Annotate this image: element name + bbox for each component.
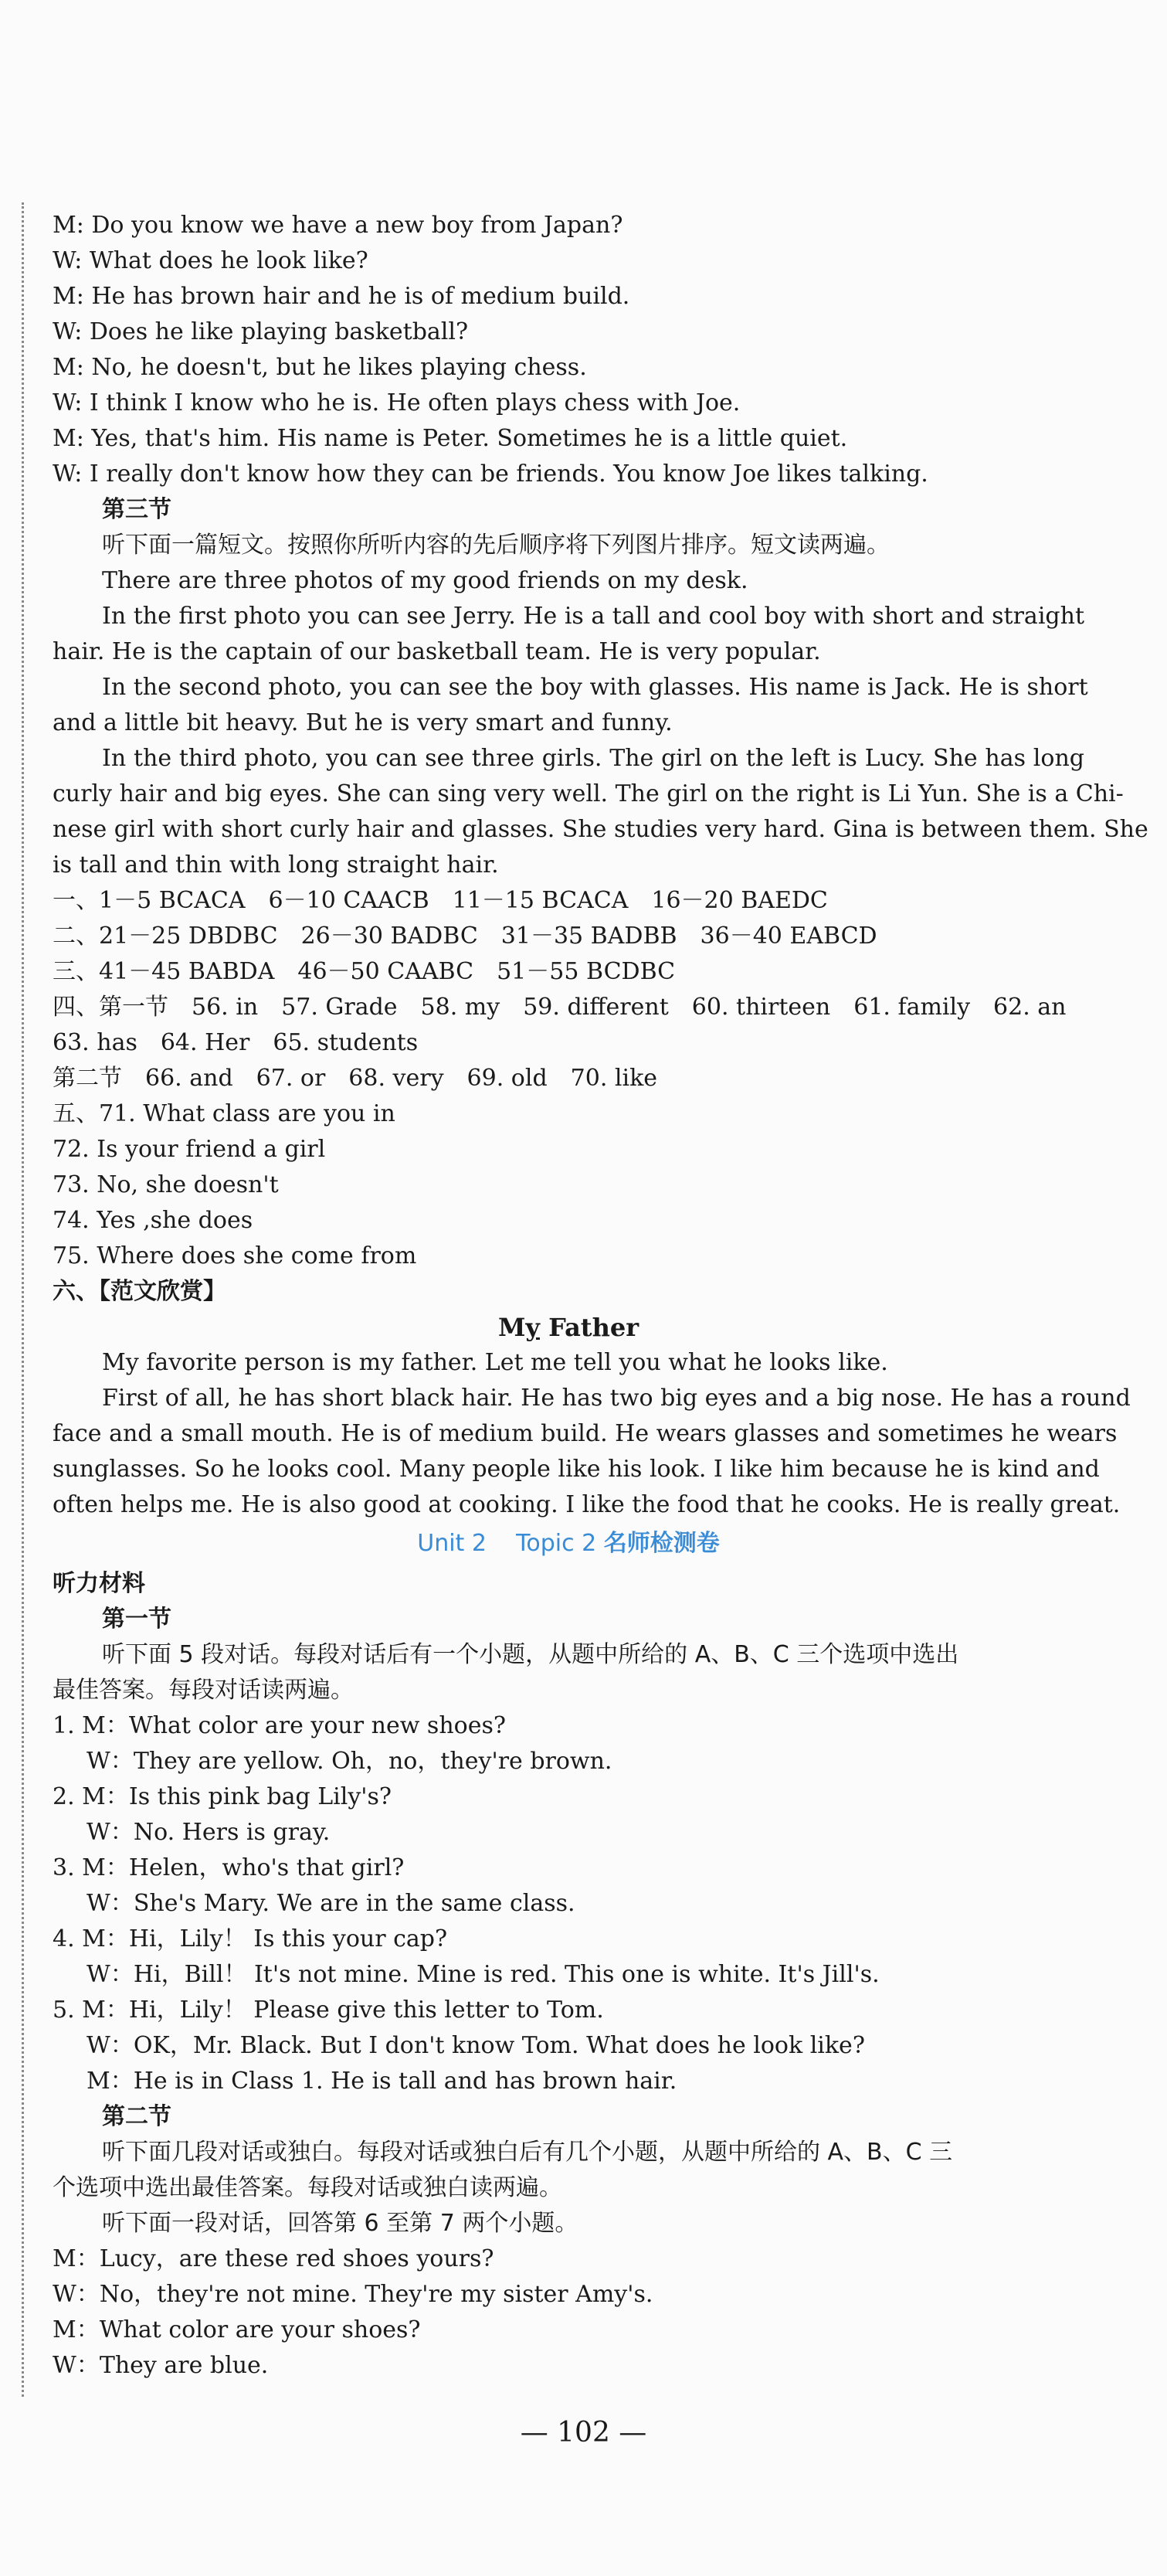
section-instruction: 听下面几段对话或独白。每段对话或独白后有几个小题，从题中所给的 A、B、C 三: [102, 2139, 953, 2166]
passage-line: In the second photo, you can see the boy with glasses. His name is Jack. He is short: [102, 674, 1088, 701]
dialogue-line: M：What color are your shoes?: [53, 2316, 421, 2343]
dialogue-line: W：No，they're not mine. They're my sister Amy's.: [53, 2281, 653, 2308]
passage-line: nese girl with short curly hair and glasses. She studies very hard. Gina is between them. She: [53, 816, 1148, 843]
unit-heading: [53, 1528, 1084, 1559]
dialogue-line: 3. M：Helen，who's that girl?: [53, 1854, 405, 1881]
answer-line: 73. No, she doesn't: [53, 1171, 279, 1198]
essay-line: often helps me. He is also good at cooking. I like the food that he cooks. He is really great.: [53, 1491, 1121, 1518]
page-number: — 102 —: [520, 2417, 647, 2449]
dialogue-line: W：They are yellow. Oh，no，they're brown.: [87, 1748, 612, 1775]
essay-title-part: Father: [539, 1313, 639, 1342]
essay-title-part: M: [497, 1313, 526, 1342]
topic-label: Topic 2: [516, 1530, 597, 1557]
dialogue-line: M: Do you know we have a new boy from Japan?: [53, 212, 623, 239]
dialogue-line: W: What does he look like?: [53, 247, 368, 274]
answer-line: 五、71. What class are you in: [53, 1100, 395, 1127]
answer-line: 第二节 66. and 67. or 68. very 69. old 70. like: [53, 1065, 658, 1092]
section-instruction: 听下面一段对话，回答第 6 至第 7 两个小题。: [102, 2210, 578, 2237]
answer-line: 三、41－45 BABDA 46－50 CAABC 51－55 BCDBC: [53, 958, 676, 985]
section-instruction: 最佳答案。每段对话读两遍。: [53, 1677, 354, 1704]
dialogue-line: W: I think I know who he is. He often plays chess with Joe.: [53, 389, 741, 416]
answer-line: 四、第一节 56. in 57. Grade 58. my 59. different 60. thirteen 61. family 62. an: [53, 994, 1067, 1021]
section-instruction: 听下面 5 段对话。每段对话后有一个小题，从题中所给的 A、B、C 三个选项中选出: [102, 1641, 959, 1668]
passage-line: There are three photos of my good friends on my desk.: [102, 567, 748, 594]
unit-label: Unit 2: [417, 1530, 487, 1557]
dialogue-line: M：Lucy，are these red shoes yours?: [53, 2245, 494, 2272]
answer-line: 63. has 64. Her 65. students: [53, 1029, 419, 1056]
passage-line: hair. He is the captain of our basketball team. He is very popular.: [53, 638, 821, 665]
dialogue-line: 4. M：Hi，Lily！ Is this your cap?: [53, 1925, 448, 1952]
section-heading: 第一节: [102, 1606, 171, 1633]
passage-line: In the third photo, you can see three girls. The girl on the left is Lucy. She has long: [102, 745, 1084, 772]
dialogue-line: M: Yes, that's him. His name is Peter. Sometimes he is a little quiet.: [53, 425, 848, 452]
section-heading: 第三节: [102, 496, 171, 523]
essay-line: sunglasses. So he looks cool. Many people like his look. I like him because he is kind and: [53, 1456, 1100, 1483]
dialogue-line: W：They are blue.: [53, 2352, 269, 2379]
dialogue-line: W：OK，Mr. Black. But I don't know Tom. What does he look like?: [87, 2032, 865, 2059]
listening-heading: 听力材料: [53, 1570, 145, 1597]
dialogue-line: W：Hi，Bill！ It's not mine. Mine is red. This one is white. It's Jill's.: [87, 1961, 880, 1988]
answer-line: 二、21－25 DBDBC 26－30 BADBC 31－35 BADBB 36－40 EABCD: [53, 923, 877, 950]
binding-margin-dots: [22, 202, 24, 2397]
dialogue-line: M: No, he doesn't, but he likes playing chess.: [53, 354, 587, 381]
dialogue-line: 2. M：Is this pink bag Lily's?: [53, 1783, 392, 1810]
essay-line: My favorite person is my father. Let me tell you what he looks like.: [102, 1349, 888, 1376]
dialogue-line: 1. M：What color are your new shoes?: [53, 1712, 506, 1739]
section-heading: 第二节: [102, 2103, 171, 2130]
test-label: 名师检测卷: [603, 1530, 720, 1557]
passage-line: In the first photo you can see Jerry. He is a tall and cool boy with short and straight: [102, 603, 1084, 630]
answer-line: 一、1－5 BCACA 6－10 CAACB 11－15 BCACA 16－20 BAEDC: [53, 887, 828, 914]
dialogue-line: M: He has brown hair and he is of medium build.: [53, 283, 630, 310]
passage-line: and a little bit heavy. But he is very smart and funny.: [53, 709, 673, 736]
passage-line: is tall and thin with long straight hair.: [53, 851, 499, 878]
dialogue-line: W: Does he like playing basketball?: [53, 318, 469, 345]
answer-line: 74. Yes ,she does: [53, 1207, 253, 1234]
dialogue-line: 5. M：Hi，Lily！ Please give this letter to Tom.: [53, 1997, 604, 2024]
answer-line: 六、【范文欣赏】: [53, 1278, 226, 1305]
section-instruction: 听下面一篇短文。按照你所听内容的先后顺序将下列图片排序。短文读两遍。: [102, 532, 890, 559]
dialogue-line: W：She's Mary. We are in the same class.: [87, 1890, 575, 1917]
essay-line: face and a small mouth. He is of medium build. He wears glasses and sometimes he wears: [53, 1420, 1118, 1447]
passage-line: curly hair and big eyes. She can sing very well. The girl on the right is Li Yun. She is a Chi-: [53, 780, 1124, 807]
section-instruction: 个选项中选出最佳答案。每段对话或独白读两遍。: [53, 2174, 562, 2201]
dialogue-line: W: I really don't know how they can be friends. You know Joe likes talking.: [53, 460, 928, 488]
essay-title-underlined: y: [525, 1313, 540, 1342]
essay-line: First of all, he has short black hair. He has two big eyes and a big nose. He has a round: [102, 1385, 1131, 1412]
answer-line: 72. Is your friend a girl: [53, 1136, 326, 1163]
answer-line: 75. Where does she come from: [53, 1242, 417, 1269]
dialogue-line: M：He is in Class 1. He is tall and has brown hair.: [87, 2068, 677, 2095]
essay-title: [53, 1312, 1084, 1343]
dialogue-line: W：No. Hers is gray.: [87, 1819, 331, 1846]
